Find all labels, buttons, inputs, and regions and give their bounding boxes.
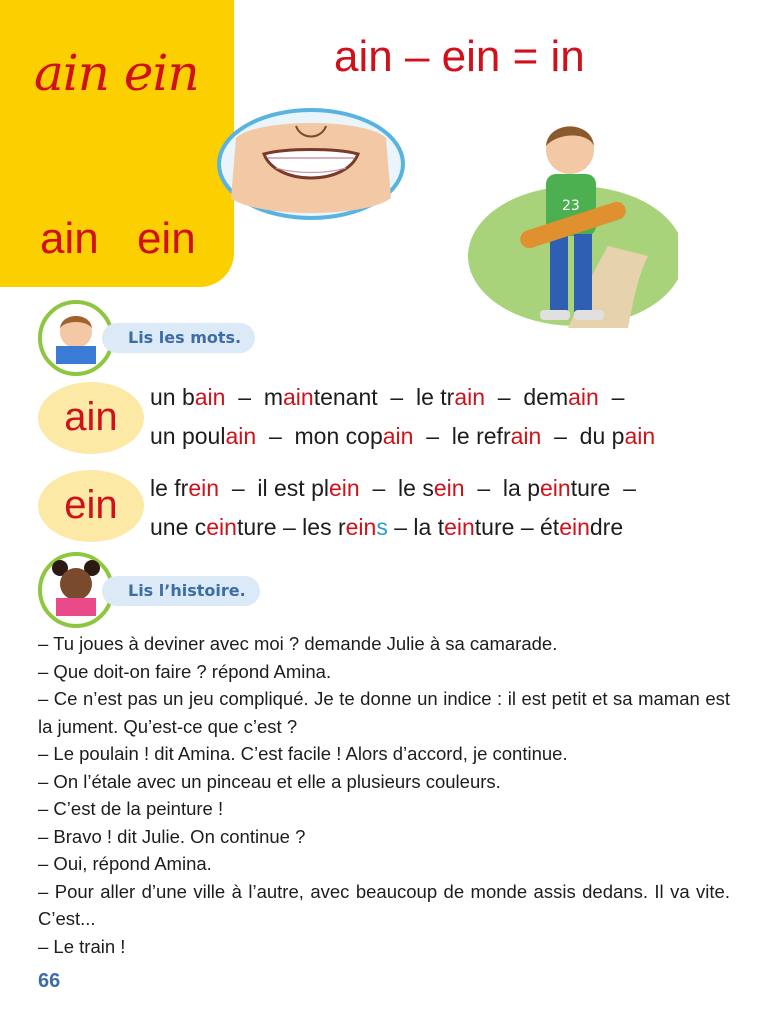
story-line: – On l’étale avec un pinceau et elle a plusieurs couleurs. (38, 770, 501, 792)
cursive-letters: ain ein (34, 44, 199, 102)
ein-word-line-1: le frein – il est plein – le sein – la peinture – (150, 475, 636, 501)
story-line: – Le poulain ! dit Amina. C’est facile ! Alors d’accord, je continue. (38, 743, 568, 764)
ein-word-line-2: une ceinture – les reins – la teinture – éteindre (150, 514, 624, 540)
story-line: – Que doit-on faire ? répond Amina. (38, 660, 332, 682)
story-line: – C’est de la peinture ! (38, 798, 224, 819)
read-words-badge: Lis les mots. (102, 323, 255, 353)
ain-word-line-1: un bain – maintenant – le train – demain – (150, 384, 625, 410)
read-story-badge: Lis l’histoire. (102, 576, 260, 606)
ein-label: ein (38, 470, 144, 542)
story-line: – Ce n’est pas un jeu compliqué. Je te donne un indice : il est petit et sa maman est la jument. Qu’est-ce que c’est ? (38, 688, 730, 737)
mouth-illustration (216, 108, 406, 220)
story-line: – Oui, répond Amina. (38, 853, 212, 874)
page-title: ain – ein = in (334, 32, 585, 81)
story-text (38, 630, 730, 960)
ain-word-line-2: un poulain – mon copain – le refrain – du pain (150, 423, 656, 449)
ain-label: ain (38, 382, 144, 454)
story-line: – Pour aller d’une ville à l’autre, avec beaucoup de monde assis dedans. Il va vite. C’est... (38, 880, 730, 929)
story-line: – Tu joues à deviner avec moi ? demande Julie à sa camarade. (38, 633, 558, 654)
script-letters: ain ein (40, 214, 196, 263)
story-line: – Bravo ! dit Julie. On continue ? (38, 825, 306, 847)
page-number: 66 (38, 970, 61, 992)
boy-with-baguette-illustration (458, 106, 678, 328)
story-line: – Le train ! (38, 935, 126, 957)
svg-text:23: 23 (562, 198, 580, 214)
